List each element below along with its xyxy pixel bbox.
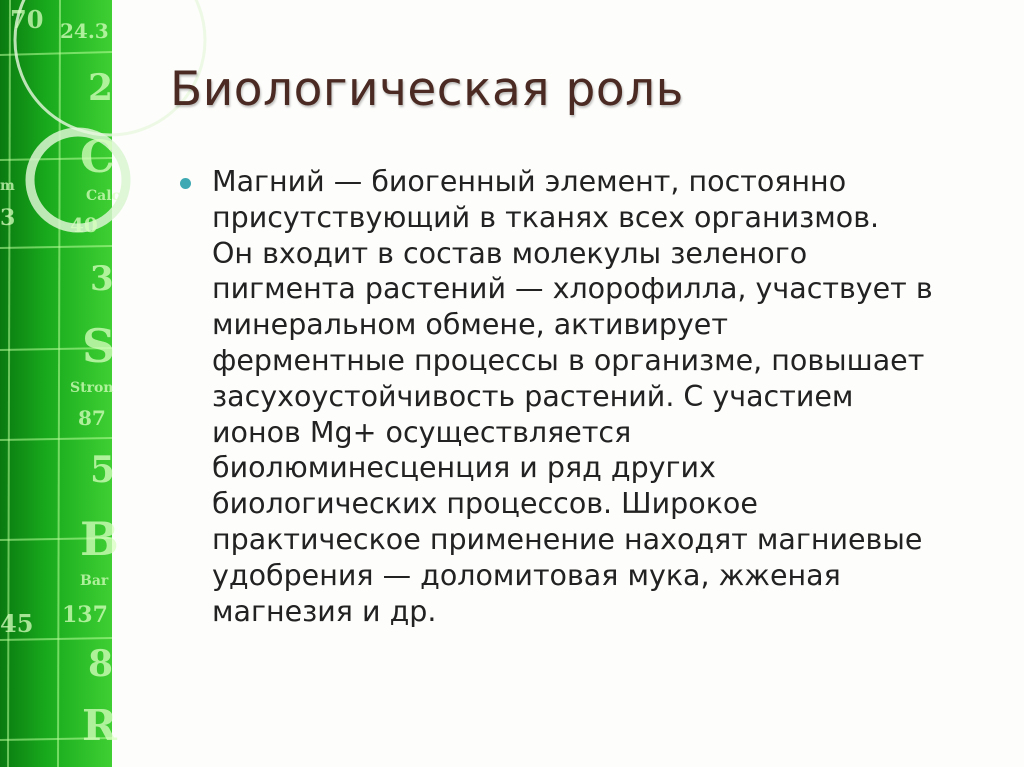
svg-text:40: 40: [70, 213, 98, 237]
bullet-line: ферментные процессы в организме, повышает: [212, 343, 925, 377]
glyph-70: 70: [10, 5, 44, 34]
slide-title: Биологическая роль: [170, 62, 684, 117]
svg-text:87: 87: [78, 406, 106, 430]
svg-text:5: 5: [90, 449, 116, 491]
svg-text:C: C: [80, 132, 116, 183]
bullet-dot-icon: [180, 178, 191, 189]
svg-text:3: 3: [0, 205, 16, 231]
svg-text:B: B: [80, 512, 119, 566]
svg-text:24.3: 24.3: [60, 19, 109, 43]
svg-text:S: S: [82, 319, 116, 373]
bullet-line: биолюминесценция и ряд других: [212, 451, 716, 485]
bullet-line: пигмента растений — хлорофилла, участвует в: [212, 272, 933, 306]
bullet-line: Он входит в состав молекулы зеленого: [212, 236, 808, 270]
svg-text:2: 2: [88, 67, 114, 109]
bullet-line: биологических процессов. Широкое: [212, 487, 758, 521]
bullet-line: удобрения — доломитовая мука, жженая: [212, 558, 841, 592]
bullet-line: присутствующий в тканях всех организмов.: [212, 200, 880, 234]
svg-text:Bar: Bar: [80, 573, 109, 589]
svg-text:Calc: Calc: [86, 188, 121, 204]
svg-text:45: 45: [0, 609, 34, 638]
bullet-line: практическое применение находят магниевые: [212, 522, 923, 556]
svg-text:3: 3: [90, 259, 114, 299]
bullet-line: засухоустойчивость растений. С участием: [212, 379, 854, 413]
svg-text:m: m: [0, 178, 15, 194]
svg-text:R: R: [82, 701, 117, 750]
bullet-text: [212, 164, 1002, 629]
svg-text:8: 8: [88, 643, 114, 685]
bullet-line: магнезия и др.: [212, 594, 437, 628]
periodic-table-decoration: [0, 0, 121, 767]
bullet-line: минеральном обмене, активирует: [212, 308, 728, 342]
svg-text:Stron: Stron: [70, 380, 114, 396]
bullet-line: ионов Mg+ осуществляется: [212, 415, 632, 449]
periodic-table-side-panel: [0, 0, 121, 767]
svg-text:137: 137: [62, 602, 108, 628]
bullet-line: Магний — биогенный элемент, постоянно: [212, 165, 847, 198]
